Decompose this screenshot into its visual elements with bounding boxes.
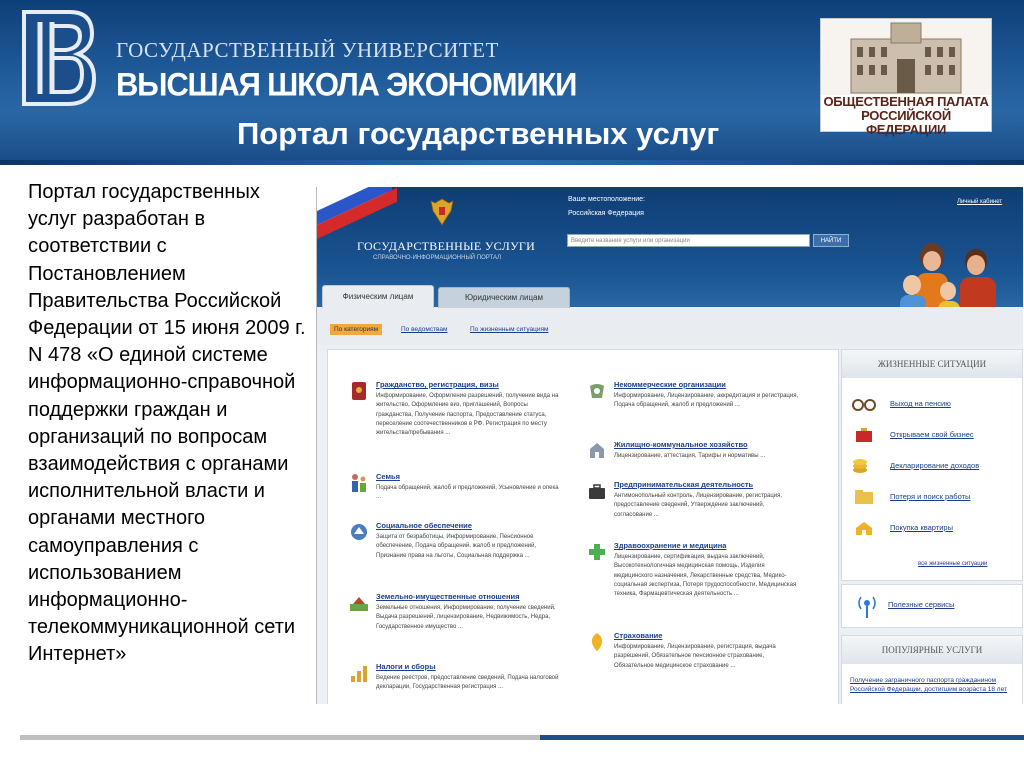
subtab-by-life-situation[interactable]: По жизненным ситуациям [470, 326, 549, 333]
category-title[interactable]: Социальное обеспечение [376, 521, 472, 530]
social-icon [348, 521, 370, 543]
category-title[interactable]: Жилищно-коммунальное хозяйство [614, 440, 748, 449]
location-label: Ваше местоположение: [568, 196, 645, 203]
location-value[interactable]: Российская Федерация [568, 210, 644, 217]
popular-service-link[interactable]: Получение заграничного паспорта гражданином Российской Федерации, достигшим возраста 18 лет [850, 677, 1007, 693]
category-description: Лицензирование, сертификация, выдача заключений, Высокотехнологичная медицинская помощь, Изделия медицинского назначения, Лекарственные средства, Медико-социальная экспертиза, Потеря трудоспособности, Медицинская техника, Фармацевтическая деятельность ... [614, 554, 797, 598]
search-button[interactable]: НАЙТИ [813, 234, 849, 247]
life-situations-heading: ЖИЗНЕННЫЕ СИТУАЦИИ [842, 350, 1022, 378]
subtab-by-category[interactable]: По категориям [330, 324, 382, 335]
public-chamber-label: ОБЩЕСТВЕННАЯ ПАЛАТА РОССИЙСКОЙ ФЕДЕРАЦИИ [823, 94, 989, 137]
search-input[interactable]: Введите название услуги или организации [567, 234, 810, 247]
health-icon [586, 541, 608, 563]
slide-title: Портал государственных услуг [237, 116, 720, 151]
portal-title: ГОСУДАРСТВЕННЫЕ УСЛУГИ [357, 239, 536, 253]
popular-services-heading: ПОПУЛЯРНЫЕ УСЛУГИ [842, 636, 1022, 664]
all-life-situations-link[interactable]: все жизненные ситуации [918, 561, 988, 567]
category-description: Информирование, Лицензирование, аккредитация и регистрация, Подача обращений, жалоб и предложений ... [614, 393, 799, 409]
university-name-line2: ВЫСШАЯ ШКОЛА ЭКОНОМИКИ [116, 66, 577, 103]
personal-cabinet-link[interactable]: Личный кабинет [957, 199, 1003, 205]
footer-line-gray [20, 735, 540, 740]
category-title[interactable]: Страхование [614, 631, 663, 640]
useful-services-link[interactable]: Полезные сервисы [888, 600, 955, 609]
category-description: Подача обращений, жалоб и предложений, Усыновление и опека ... [376, 485, 559, 501]
tab-individuals[interactable]: Физическим лицам [322, 285, 434, 308]
life-situation-label[interactable]: Потеря и поиск работы [890, 492, 971, 501]
land-icon [348, 592, 370, 614]
tab-legal-entities[interactable]: Юридическим лицам [438, 287, 570, 308]
life-situation-label[interactable]: Покупка квартиры [890, 523, 953, 532]
category-description: Защита от безработицы, Информирование, Пенсионное обеспечение, Подача обращений, жалоб и предложений, Признание права на льготы, Социальная поддержка ... [376, 534, 537, 559]
category-title[interactable]: Налоги и сборы [376, 662, 436, 671]
glasses-icon [850, 396, 878, 412]
life-situation-label[interactable]: Декларирование доходов [890, 461, 980, 470]
building-icon [821, 19, 991, 95]
description-text: Портал государственных услуг разработан в соответствии с Постановлением Правительства Российской Федерации от 15 июня 2009 г. N 478 «О единой системе информационно-справочной поддержки граждан и организаций по вопросам взаимодействия с органами исполнительной власти и органами местного самоуправления с использованием информационно-телекоммуникационной сети Интернет» [28, 181, 306, 666]
insurance-icon [586, 631, 608, 653]
coins-icon [850, 458, 878, 474]
popular-services-panel [841, 635, 1023, 704]
portal-subtitle: СПРАВОЧНО-ИНФОРМАЦИОННЫЙ ПОРТАЛ [373, 255, 502, 261]
portal-screenshot [316, 187, 1023, 704]
antenna-icon [856, 593, 878, 619]
public-chamber-logo [820, 18, 992, 137]
category-description: Земельные отношения, Информирование, получение сведений, Выдача разрешений, лицензирование, Недвижимость, Недра, Государственное имущество ... [376, 605, 556, 630]
folder-icon [850, 489, 878, 505]
life-situation-label[interactable]: Открываем свой бизнес [890, 430, 974, 439]
house-icon [850, 520, 878, 536]
life-situation-label[interactable]: Выход на пенсию [890, 399, 951, 408]
coat-of-arms-icon [429, 197, 455, 227]
university-name-line1: ГОСУДАРСТВЕННЫЙ УНИВЕРСИТЕТ [116, 38, 499, 62]
category-description: Информирование, Оформление разрешений, получение вида на жительство, Оформление виз, приглашений, Вопросы гражданства, Получение паспорта, Предоставление статуса, переселение соотечественников в РФ, Регистрация по месту жительства/пребывания ... [376, 393, 559, 437]
category-title[interactable]: Земельно-имущественные отношения [376, 592, 520, 601]
category-title[interactable]: Семья [376, 472, 401, 481]
category-title[interactable]: Гражданство, регистрация, визы [376, 380, 499, 389]
useful-services-panel[interactable] [841, 584, 1023, 628]
category-title[interactable]: Некоммерческие организации [614, 380, 726, 389]
header-divider [0, 160, 1024, 165]
business-icon [586, 480, 608, 502]
passport-icon [348, 380, 370, 402]
category-description: Антимонопольный контроль, Лицензирование, регистрация, предоставление сведений, Утверждение заключений, согласование ... [614, 493, 783, 518]
housing-icon [586, 440, 608, 462]
life-situations-panel [841, 349, 1023, 581]
nonprofit-icon [586, 380, 608, 402]
categories-panel [327, 349, 839, 704]
taxes-icon [348, 662, 370, 684]
category-description: Информирование, Лицензирование, регистрация, выдача разрешений, Обязательное пенсионное страхование, Обязательное медицинское страхование ... [614, 644, 776, 669]
category-title[interactable]: Здравоохранение и медицина [614, 541, 727, 550]
hse-logo-icon [18, 8, 96, 108]
category-description: Ведение реестров, предоставление сведений, Подача налоговой декларации, Государственная регистрация ... [376, 675, 559, 691]
footer-line-blue [540, 735, 1024, 740]
family-icon [348, 472, 370, 494]
category-title[interactable]: Предпринимательская деятельность [614, 480, 754, 489]
subtab-by-agency[interactable]: По ведомствам [401, 326, 448, 333]
category-description: Лицензирование, аттестация, Тарифы и нормативы ... [614, 453, 766, 459]
briefcase-icon [850, 427, 878, 443]
